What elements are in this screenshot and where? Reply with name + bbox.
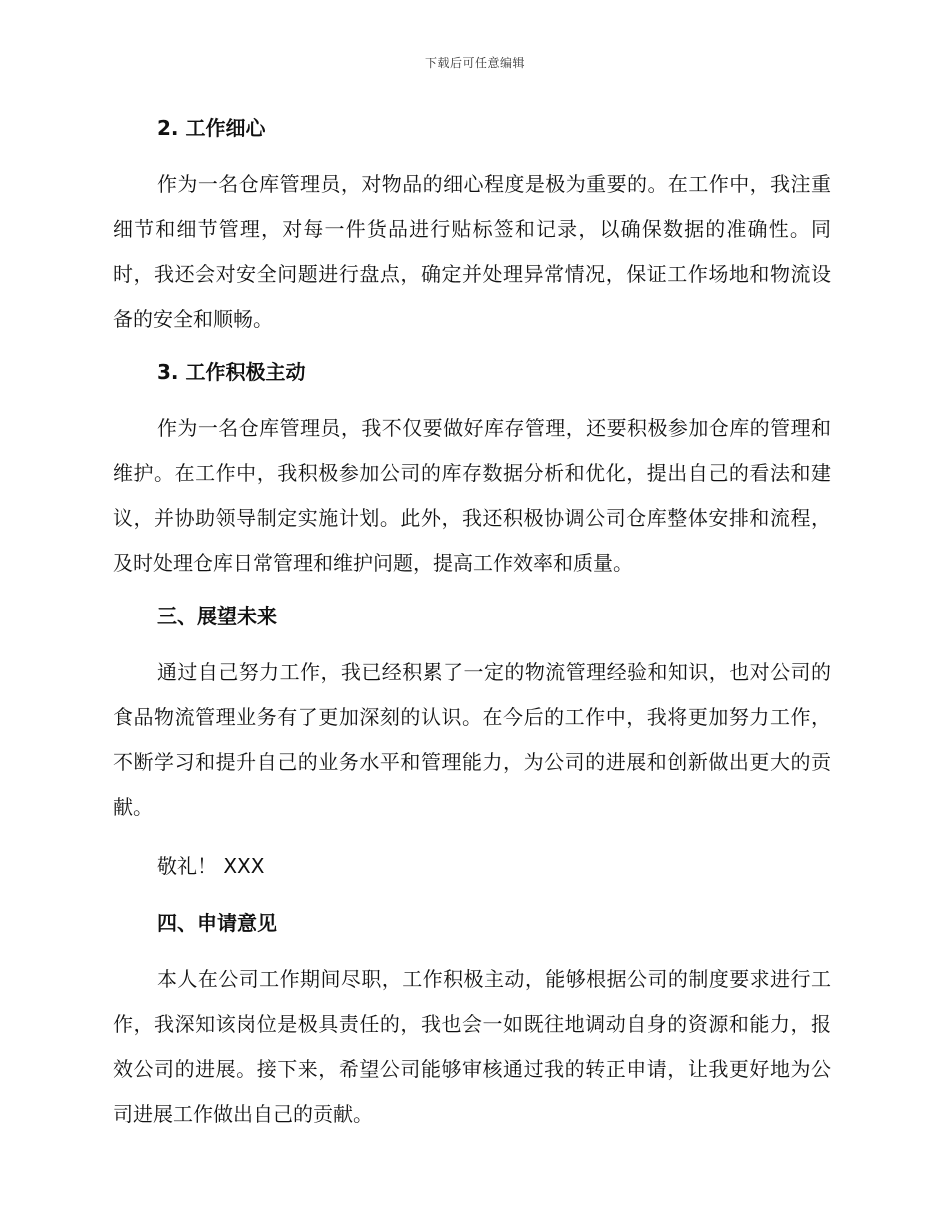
section-paragraph: 本人在公司工作期间尽职，工作积极主动，能够根据公司的制度要求进行工作，我深知该岗位是极具责任的，我也会一如既往地调动自身的资源和能力，报效公司的进展。接下来，希望公司能够审核通过我的转正申请，让我更好地为公司进展工作做出自己的贡献。: [113, 967, 831, 1126]
section-work-proactive: [113, 352, 831, 586]
closing-salutation: 敬礼！ XXX: [157, 854, 265, 878]
section-application-opinion: [113, 903, 831, 1137]
section-work-careful: [113, 108, 831, 342]
section-paragraph: 作为一名仓库管理员，我不仅要做好库存管理，还要积极参加仓库的管理和维护。在工作中，我积极参加公司的库存数据分析和优化，提出自己的看法和建议，并协助领导制定实施计划。此外，我还积极协调公司仓库整体安排和流程，及时处理仓库日常管理和维护问题，提高工作效率和质量。: [113, 416, 831, 575]
section-paragraph: 作为一名仓库管理员，对物品的细心程度是极为重要的。在工作中，我注重细节和细节管理，对每一件货品进行贴标签和记录，以确保数据的准确性。同时，我还会对安全问题进行盘点，确定并处理异常情况，保证工作场地和物流设备的安全和顺畅。: [113, 172, 831, 331]
section-outlook: [113, 596, 831, 830]
section-heading: 3. 工作积极主动: [157, 360, 306, 384]
section-paragraph: 通过自己努力工作，我已经积累了一定的物流管理经验和知识，也对公司的食品物流管理业务有了更加深刻的认识。在今后的工作中，我将更加努力工作，不断学习和提升自己的业务水平和管理能力，为公司的进展和创新做出更大的贡献。: [113, 660, 831, 819]
section-heading: 四、申请意见: [157, 911, 277, 935]
document-body: [113, 108, 831, 1137]
section-heading: 三、展望未来: [157, 604, 277, 628]
page-header-note: 下载后可任意编辑: [424, 56, 525, 70]
section-heading: 2. 工作细心: [157, 116, 266, 140]
